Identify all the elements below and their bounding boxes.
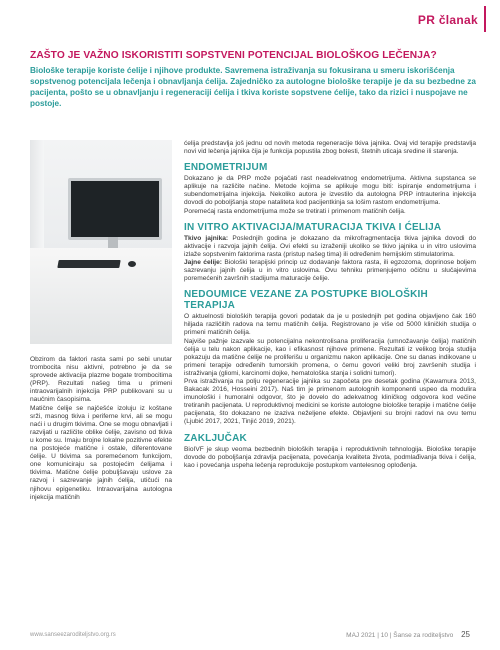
left-column: [30, 356, 172, 502]
footer-url[interactable]: www.sanseezaroditeljstvo.org.rs: [30, 632, 116, 638]
page-number: 25: [461, 630, 470, 639]
section-heading-endometrijum: ENDOMETRIJUM: [184, 162, 268, 174]
photo-mouse: [128, 261, 136, 267]
left-paragraph-1: Obzirom da faktori rasta sami po sebi unutar trombocita nisu aktivni, potrebno je da se sprovede aktivacija plazme bogate trombocitima (PRP). Rezultati našeg tima u primeni intraovarijalnih injekcija PRP publikovani su u naučnim časopisima.: [30, 356, 172, 404]
clinic-photo: [30, 140, 172, 344]
section-paragraph: Prva istraživanja na polju regeneracije jajnika su započeta pre desetak godina (Kawamura 2013, Bakacak 2016, Hosseini 2017). Naš tim je primenom autolognih komponenti uspeo da modulira imunološki i humoralni odgovor, što je dovelo do adekvatnog kliničkog odgovora kod večine tretiranih pacijenata. U reproduktivnoj medicini se koriste autologne biološke terapije i matične ćelije pacijenata, što dokazano ne izaziva neželjene efekte. Objavljeni su brojni radovi na ovu temu (Ljubić 2017, 2021, Tinjić 2019, 2021).: [184, 377, 476, 426]
footer-magazine: Šanse za roditeljstvo: [393, 632, 454, 639]
section-paragraph: O aktuelnosti bioloških terapija govori podatak da je u poslednjih pet godina objavljeno čak 160 hiljada različitih radova na temu matičnih ćelija. Registrovano je više od 5000 kliničkih studija o primeni matičnih ćelija.: [184, 313, 476, 337]
header-rule: [484, 6, 486, 32]
article-title: ZAŠTO JE VAŽNO ISKORISTITI SOPSTVENI POTENCIJAL BIOLOŠKOG LEČENJA?: [30, 50, 437, 61]
section-label: PR članak: [417, 13, 478, 27]
section-paragraph: [184, 259, 476, 283]
footer-separator: |: [389, 632, 394, 639]
section-heading-in-vitro: IN VITRO AKTIVACIJA/MATURACIJA TKIVA I ĆELIJA: [184, 221, 442, 233]
footer-issue: MAJ 2021: [346, 632, 376, 639]
section-heading-zakljucak: ZAKLJUČAK: [184, 432, 247, 444]
footer-issue-number: 10: [380, 632, 388, 639]
term-text: Biološki terapijski princip uz dodavanje faktora rasta, ili egzozoma, doprinose boljem sazrevanju jajnih ćelija u in vitro uslovima. Ovu tehniku primenjujemo očičnu u slučajevima poremećenih završnih stadijuma maturacije ćelije.: [184, 258, 476, 283]
footer-meta: [346, 630, 470, 639]
photo-keyboard: [57, 260, 120, 268]
term-label: Jajne ćelije:: [184, 258, 222, 266]
section-paragraph: Poremećaj rasta endometrijuma može se tretirati i primenom matičnih ćelija.: [184, 207, 406, 215]
right-lead-paragraph: ćelija predstavlja još jednu od novih metoda regeneracije tkiva jajnika. Ovaj vid terapije predstavlja novi vid lečenja jajnika čija je funkcija popustila zbog bolesti, štetnih uticaja sredine ili starenja.: [184, 140, 476, 156]
term-label: Tkivo jajnika:: [184, 234, 229, 242]
section-paragraph: BioIVF je skup veoma bezbednih bioloških terapija i reproduktivnih tehnologija. Biološke terapije dovode do poboljšanja zdravlja pacijenata, povećanja kvaliteta života, podmlađivanja tkiva i ćelija, kao i povećanja uspeha lečenja reprodukcije postupkom vantelesnog oplođenja.: [184, 445, 476, 469]
section-paragraph: [184, 235, 476, 259]
section-heading-nedoumice: NEDOUMICE VEZANE ZA POSTUPKE BIOLOŠKIH TERAPIJA: [184, 289, 428, 312]
term-text: Poslednjih godina je dokazano da mikrofragmentacija tkiva jajnika dovodi do aktivacije i razvoja jajnih ćelija. Ovi efekti su izraženiji ukoliko se tkivo jajnika u in vitro uslovima izlaže sopstvenim faktorima rasta (pristup našeg tima) ili određenim hemijskim stimulatorima.: [184, 234, 477, 258]
right-column: [184, 140, 476, 470]
section-paragraph: Najviše pažnje izazvale su potencijalna nekontrolisana proliferacija (umnožavanje ćelija) matičnih ćelija u telu nakon aplikacije, kao i efikasnost njihove primene. Rezultati iz velikog broja studija pokazuju da matične ćelije ne proliferišu u organizmu nakon aplikacije. One su danas indikovane u primeni terapije određenih tumorskih promena, o čemu govori veliki broj završenih studija i istraživanja (gliomi, karcinomi dojke, hematološka stanja i solidni tumori).: [184, 337, 476, 377]
photo-monitor: [68, 178, 162, 240]
footer-separator: |: [377, 632, 381, 639]
article-intro: Biološke terapije koriste ćelije i njihove produkte. Savremena istraživanja su fokusirana u smeru iskorišćenja sopstvenog potencijala lečenja i obnavljanja ćelija. Zajedničko za autologne biološke terapije je da su bezbedne za pacijenta, pošto se u obnavljanju i regeneraciji ćelija i tkiva koriste sopstvene ćelije, tako da rizici i nuspojave ne postoje.: [30, 66, 476, 108]
left-paragraph-2: Matične ćelije se najčešće izoluju iz koštane srži, masnog tkiva i periferne krvi, ali se mogu naći i u drugim tkivima. One se mogu obnavljati i razvijati u različite oblike ćelije, zavisno od tkiva u kome su. Imaju brojne lokalne pozitivne efekte na postojeće matične i ostale, diferentovane ćelije. U tkivima sa poremećenom funkcijom, one komuniciraju sa postojećim ćelijama i tkivima. Matične ćelije pobuljšavaju uslove za razvoj i sazrevanje jajnih ćelija, utičući na njihovu epigenetiku. Intraovarijalna autologna injekcija matičnih: [30, 404, 172, 501]
section-paragraph: Dokazano je da PRP može pojačati rast neadekvatnog endometrijuma. Aktivna supstanca se aplikuje na različite načine. Metode kojima se aplikuje mogu biti: ispiranje endometrijuma i subendometrijalna injekcija. Nekoliko autora je izvestilo da autologna PRP intrauterina injekcija dovodi do poboljšanja stope nataliteta kod pacijentkinja sa lošim rastom endometrijuma.: [184, 175, 476, 207]
